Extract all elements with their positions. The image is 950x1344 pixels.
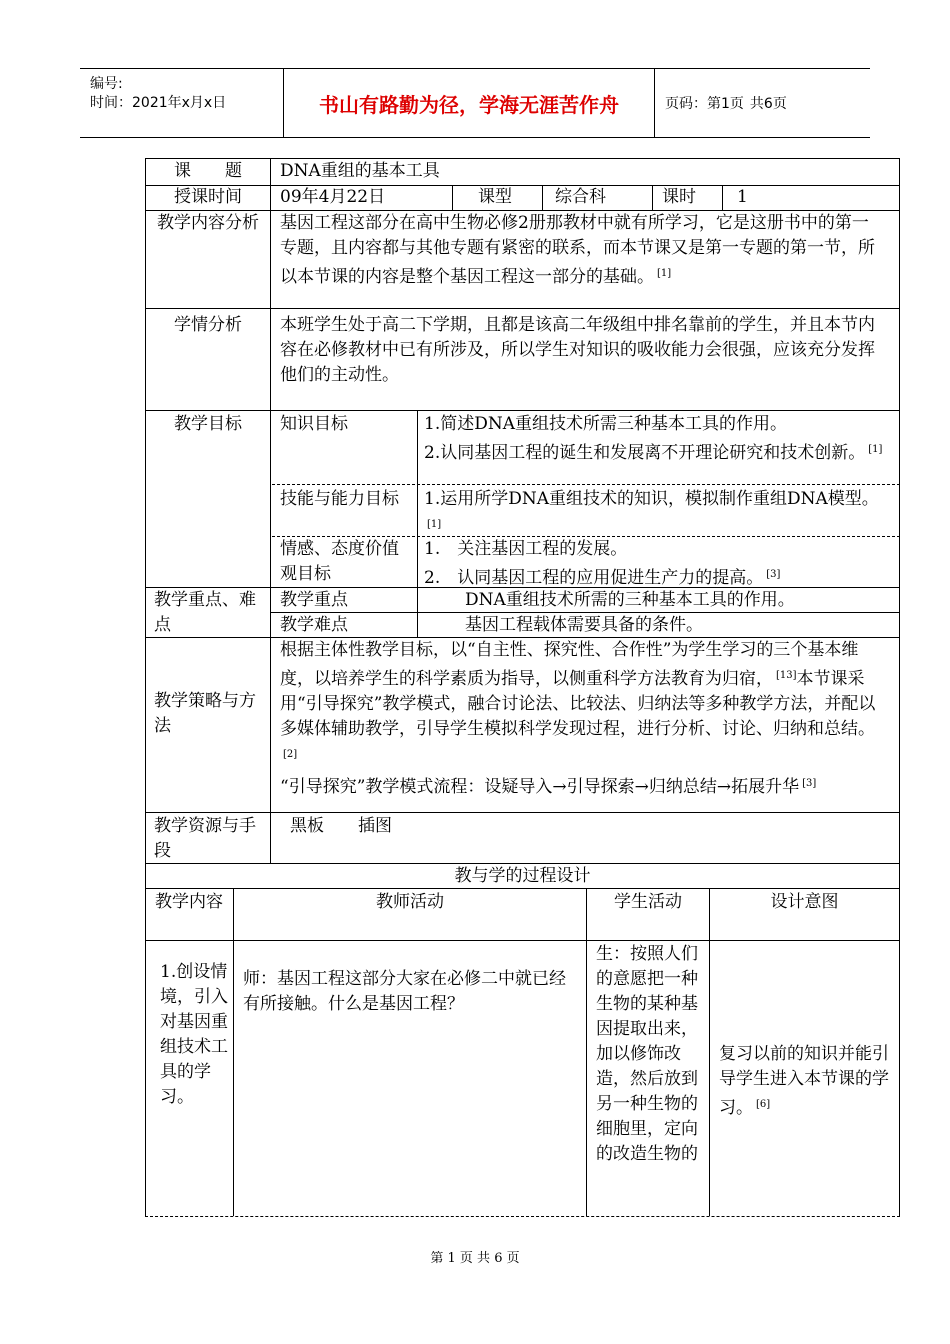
number-label: 编号: <box>90 76 123 92</box>
hours-label: 课时 <box>662 187 696 207</box>
knowledge-label: 知识目标 <box>280 414 348 434</box>
analysis-label: 教学内容分析 <box>157 213 259 233</box>
resource-value: 黑板 插图 <box>290 816 392 836</box>
col-intent: 设计意图 <box>770 892 839 912</box>
emotion-goal-1: 1. 关注基因工程的发展。 <box>424 539 628 559</box>
goal-label: 教学目标 <box>174 414 242 434</box>
skill-goal-1: 1.运用所学DNA重组技术的知识，模拟制作重组DNA模型。[1] <box>424 489 879 530</box>
emotion-label: 情感、态度价值观目标 <box>280 539 399 584</box>
type-value: 综合科 <box>555 187 606 207</box>
row1-student: 生：按照人们的意愿把一种生物的某种基因提取出来，加以修饰改造，然后放到另一种生物的细胞里，定向的改造生物的 <box>596 944 698 1164</box>
row1-content: 1.创设情境，引入对基因重组技术工具的学习。 <box>160 962 228 1107</box>
page-label: 页码：第1页 <box>665 96 744 112</box>
page-header <box>80 68 870 138</box>
col-teacher: 教师活动 <box>376 892 444 912</box>
time-label: 时间：2021年x月x日 <box>90 95 227 111</box>
row1-teacher: 师：基因工程这部分大家在必修二中就已经有所接触。什么是基因工程？ <box>243 969 566 1014</box>
key-label: 教学重点、难点 <box>154 590 256 635</box>
analysis-text: 基因工程这部分在高中生物必修2册那教材中就有所学习，它是这册书中的第一专题，且内容都与其他专题有紧密的联系，而本节课又是第一专题的第一节，所以本节课的内容是整个基因工程这一部分的基础。 [1] <box>280 213 875 287</box>
key-point-value: DNA重组技术所需的三种基本工具的作用。 <box>465 590 795 610</box>
skill-label: 技能与能力目标 <box>280 489 399 509</box>
strategy-label: 教学策略与方法 <box>154 691 256 736</box>
student-text: 本班学生处于高二下学期，且都是该高二年级组中排名靠前的学生，并且本节内容在必修教材中已有所涉及，所以学生对知识的吸收能力会很强，应该充分发挥他们的主动性。 <box>280 315 875 385</box>
type-label: 课型 <box>478 187 512 207</box>
page-total: 共6页 <box>749 96 787 112</box>
strategy-text: 根据主体性教学目标，以“自主性、探究性、合作性”为学生学习的三个基本维度，以培养学生的科学素质为指导，以侧重科学方法教育为归宿， [13]本节课采用“引导探究”教学模式，融合讨论法、比较法、归纳法等多种教学方法，并配以多媒体辅助教学，引导学生模拟科学发现过程，进行分析、讨论、归纳和总结。[2] “引导探究”教学模式流程：设疑导入→引导探索→归纳总结→拓展升华 [3] <box>280 640 876 797</box>
resource-label: 教学资源与手段 <box>154 816 256 861</box>
page-footer: 第 1 页 共 6 页 <box>430 1251 520 1266</box>
student-label: 学情分析 <box>174 315 242 335</box>
difficulty-value: 基因工程载体需要具备的条件。 <box>465 615 703 635</box>
knowledge-goal-1: 1.简述DNA重组技术所需三种基本工具的作用。 <box>424 414 788 434</box>
row1-intent: 复习以前的知识并能引导学生进入本节课的学习。 [6] <box>719 1044 889 1118</box>
knowledge-goal-2: 2.认同基因工程的诞生和发展离不开理论研究和技术创新。 [1] <box>424 443 883 463</box>
time-value: 09年4月22日 <box>280 187 386 207</box>
time-label: 授课时间 <box>174 187 242 207</box>
col-student: 学生活动 <box>614 892 682 912</box>
key-point-label: 教学重点 <box>280 590 348 610</box>
col-content: 教学内容 <box>155 892 223 912</box>
motto: 书山有路勤为径，学海无涯苦作舟 <box>284 69 655 137</box>
topic-label: 课 题 <box>174 161 242 181</box>
hours-value: 1 <box>737 187 748 207</box>
page-info <box>655 69 870 137</box>
header-meta <box>80 69 284 137</box>
process-title: 教与学的过程设计 <box>454 866 591 886</box>
topic-value: DNA重组的基本工具 <box>280 161 440 181</box>
difficulty-label: 教学难点 <box>280 615 348 635</box>
emotion-goal-2: 2. 认同基因工程的应用促进生产力的提高。 [3] <box>424 568 781 588</box>
